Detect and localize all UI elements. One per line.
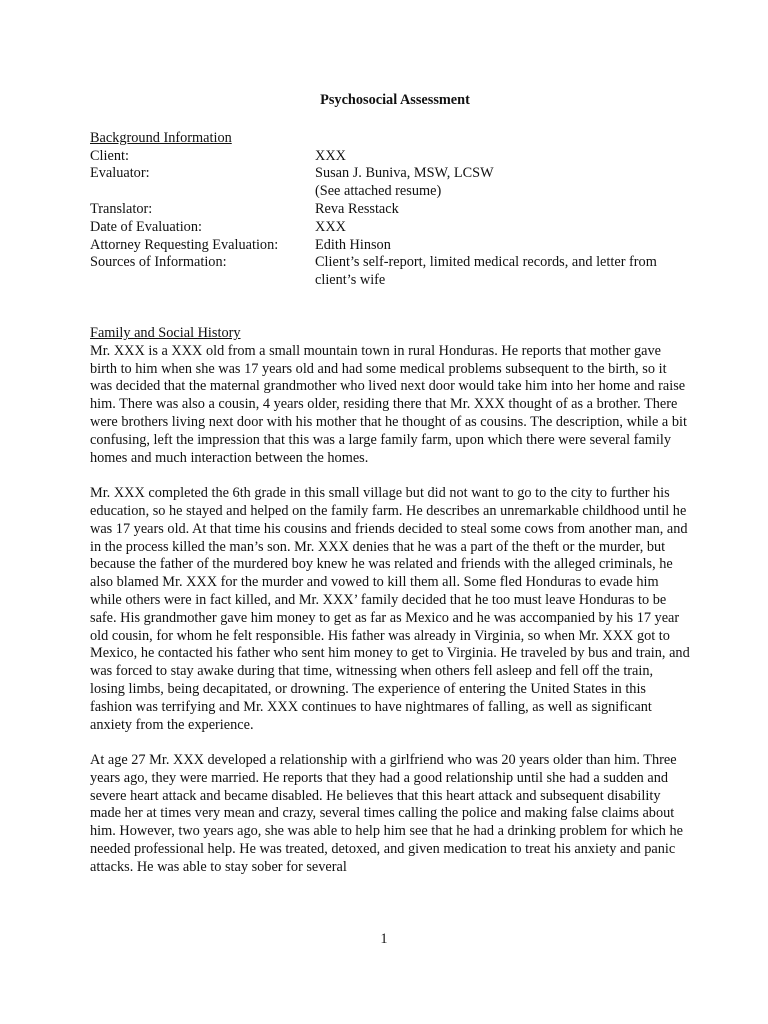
- family-history-section: [90, 325, 690, 877]
- info-value: Susan J. Buniva, MSW, LCSW: [315, 165, 494, 182]
- info-row-sources: [90, 254, 690, 290]
- info-value: (See attached resume): [315, 183, 442, 200]
- paragraph: At age 27 Mr. XXX developed a relationship with a girlfriend who was 20 years older than him. Three years ago, they were married. He reports that they had a good relationship until she had a sudden and severe heart attack and became disabled. He believes that this heart attack and subsequent disability made her at times very mean and crazy, several times calling the police and making false claims about him. However, two years ago, she was able to help him see that he had a drinking problem for which he needed professional help. He was treated, detoxed, and given medication to treat his anxiety and panic attacks. He was able to stay sober for several: [90, 752, 683, 875]
- info-label: Client:: [90, 147, 129, 164]
- background-section: [90, 130, 690, 290]
- info-label: Sources of Information:: [90, 254, 227, 271]
- info-value: XXX: [315, 147, 346, 164]
- info-row-translator: [90, 201, 690, 219]
- info-label: Evaluator:: [90, 165, 150, 182]
- paragraph: Mr. XXX completed the 6th grade in this small village but did not want to go to the city to further his education, so he stayed and helped on the family farm. He describes an unremarkable childhood until he was 17 years old. At that time his cousins and friends decided to steal some cows from another man, and in the process killed the man’s son. Mr. XXX denies that he was a part of the theft or the murder, but because the father of the murdered boy knew he was related and friends with the alleged criminals, he also blamed Mr. XXX for the murder and vowed to kill them all. Some fled Honduras to evade him while others were in fact killed, and Mr. XXX’ family decided that he too must leave Honduras to be safe. His grandmother gave him money to get as far as Mexico and he was accompanied by his 17 year old cousin, for whom he felt responsible. His father was already in Virginia, so when Mr. XXX got to Mexico, he contacted his father who sent him money to get to Virginia. He traveled by bus and train, and was forced to stay awake during that time, witnessing when others fell asleep and fell off the train, losing limbs, being decapitated, or drowning. The experience of entering the United States in this fashion was terrifying and Mr. XXX continues to have nightmares of falling, as well as significant anxiety from the experience.: [90, 485, 690, 733]
- info-value: Client’s self-report, limited medical records, and letter from client’s wife: [315, 254, 657, 289]
- info-label: Attorney Requesting Evaluation:: [90, 236, 279, 253]
- info-label: [90, 183, 315, 201]
- info-value: Reva Resstack: [315, 200, 399, 217]
- paragraph: Mr. XXX is a XXX old from a small mountain town in rural Honduras. He reports that mother gave birth to him when she was 17 years old and had some medical problems subsequent to the birth, so it was decided that the maternal grandmother who lived next door would take him into her home and raise him. There was also a cousin, 4 years older, residing there that Mr. XXX thought of as a brother. There were brothers living next door with his mother that he thought of as cousins. The description, while a bit confusing, left the impression that this was a large family farm, upon which there were several family homes and much interaction between the homes.: [90, 342, 687, 466]
- info-row-evaluator: [90, 165, 690, 183]
- family-history-heading: Family and Social History: [90, 324, 241, 341]
- info-row-date: [90, 219, 690, 237]
- info-row-resume-note: [90, 183, 690, 201]
- info-value: XXX: [315, 218, 346, 235]
- document-page: [90, 92, 690, 894]
- info-label: Date of Evaluation:: [90, 218, 202, 235]
- info-label: Translator:: [90, 200, 153, 217]
- info-row-client: [90, 148, 690, 166]
- page-number: 1: [380, 931, 388, 947]
- info-row-attorney: [90, 237, 690, 255]
- background-heading: Background Information: [90, 129, 232, 146]
- document-title: Psychosocial Assessment: [320, 92, 470, 108]
- background-info-table: [90, 148, 690, 290]
- info-value: Edith Hinson: [315, 236, 391, 253]
